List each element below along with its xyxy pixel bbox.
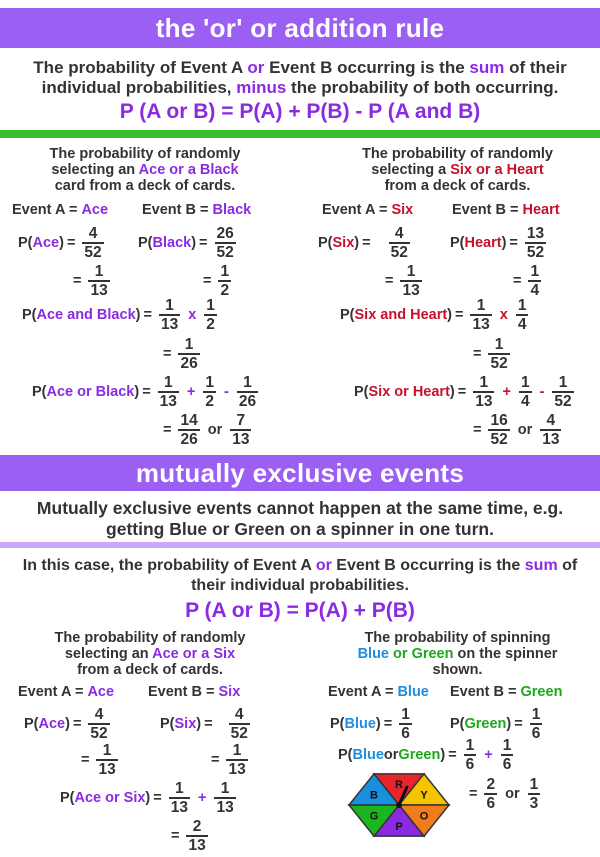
mutually-exclusive-formula: P (A or B) = P(A) + P(B) bbox=[185, 599, 415, 622]
prob-or-row: P( Blue or Green ) = $\frac{1}{6}$ + $\frac{1}{6}$ bbox=[338, 737, 512, 773]
green-divider bbox=[0, 130, 600, 138]
intro-or: or bbox=[247, 58, 265, 77]
desc-line: The probability of randomly bbox=[362, 146, 553, 162]
event-b-value: Heart bbox=[522, 202, 560, 218]
fraction: $\frac{16}{52}$ bbox=[490, 412, 508, 448]
event-a-label: Event A = bbox=[12, 202, 78, 218]
desc-green: Green bbox=[411, 646, 454, 662]
fraction: $\frac{2}{13}$ bbox=[188, 818, 206, 854]
event-b-value: Black bbox=[212, 202, 252, 218]
prob-or-row: P( Ace or Black ) = $\frac{1}{13}$ + $\frac{1}{2}$ - $\frac{1}{26}$ bbox=[32, 374, 257, 410]
intro-or: or bbox=[315, 557, 332, 574]
fraction: $\frac{1}{6}$ bbox=[401, 706, 410, 742]
event-a-label: Event A = bbox=[18, 684, 84, 700]
lavender-divider bbox=[0, 542, 600, 548]
prob-or-event: Ace or Six bbox=[74, 790, 146, 806]
prob-and-event: Ace and Black bbox=[36, 307, 136, 323]
desc-line: from a deck of cards. bbox=[384, 178, 531, 194]
desc-line: The probability of randomly bbox=[49, 146, 241, 162]
fraction: $\frac{4}{52}$ bbox=[390, 225, 408, 261]
prob-b-row: P( Heart ) = $\frac{13}{52}$ bbox=[450, 225, 545, 261]
fraction: $\frac{1}{13}$ bbox=[170, 780, 188, 816]
desc-highlight: Ace or a Black bbox=[138, 162, 239, 178]
event-b-row bbox=[452, 202, 560, 218]
desc-or: or bbox=[389, 646, 412, 662]
fraction: $\frac{7}{13}$ bbox=[232, 412, 250, 448]
event-b-value: Green bbox=[520, 684, 563, 700]
desc-blue: Blue bbox=[357, 646, 389, 662]
example-ace-black-description bbox=[10, 146, 280, 194]
fraction: $\frac{1}{26}$ bbox=[238, 374, 257, 410]
event-b-row bbox=[142, 202, 251, 218]
event-b-row bbox=[148, 684, 240, 700]
event-a-label: Event A = bbox=[328, 684, 394, 700]
event-b-label: Event B = bbox=[452, 202, 519, 218]
fraction: $\frac{4}{52}$ bbox=[90, 706, 108, 742]
event-a-row bbox=[18, 684, 114, 700]
prob-or-event: Ace or Black bbox=[46, 384, 135, 400]
prob-b-row: P( Green ) = $\frac{1}{6}$ bbox=[450, 706, 541, 742]
desc-line: selecting a bbox=[371, 162, 451, 178]
fraction: $\frac{1}{2}$ bbox=[206, 297, 215, 333]
prob-or-green: Green bbox=[398, 747, 441, 763]
spinner-sector-letter: Y bbox=[420, 789, 428, 802]
fraction: $\frac{1}{13}$ bbox=[228, 742, 246, 778]
fraction: $\frac{1}{13}$ bbox=[160, 297, 179, 333]
spinner-sector-letter: G bbox=[369, 810, 379, 823]
event-a-row bbox=[328, 684, 429, 700]
desc-line: The probability of spinning bbox=[364, 630, 551, 646]
desc-line: on the spinner bbox=[453, 646, 558, 662]
prob-a-simplified: = $\frac{1}{13}$ bbox=[385, 263, 420, 299]
example-ace-six-description bbox=[15, 630, 285, 678]
multiply-sign: x bbox=[188, 307, 197, 323]
fraction: $\frac{1}{6}$ bbox=[502, 737, 512, 773]
intro-text: of their individual probabilities. bbox=[191, 557, 578, 594]
fraction: $\frac{1}{13}$ bbox=[475, 374, 493, 410]
desc-line: The probability of randomly bbox=[54, 630, 246, 646]
fraction: $\frac{26}{52}$ bbox=[216, 225, 234, 261]
example-six-heart-description bbox=[315, 146, 600, 194]
example-spinner-description bbox=[315, 630, 600, 678]
prob-b-event: Green bbox=[464, 716, 507, 732]
desc-line: shown. bbox=[432, 662, 483, 678]
spinner-sector-letter: R bbox=[395, 779, 403, 792]
prob-or-word: or bbox=[383, 747, 399, 763]
prob-or-result: = $\frac{14}{26}$ or $\frac{7}{13}$ bbox=[163, 412, 250, 448]
prob-b-event: Six bbox=[174, 716, 197, 732]
prob-a-event: Ace bbox=[38, 716, 66, 732]
event-a-value: Blue bbox=[397, 684, 429, 700]
fraction: $\frac{1}{2}$ bbox=[220, 263, 230, 299]
prob-or-blue: Blue bbox=[352, 747, 384, 763]
fraction: $\frac{1}{13}$ bbox=[159, 374, 177, 410]
event-a-value: Ace bbox=[87, 684, 115, 700]
fraction: $\frac{1}{26}$ bbox=[180, 336, 198, 372]
fraction: $\frac{13}{52}$ bbox=[526, 225, 545, 261]
desc-line: card from a deck of cards. bbox=[54, 178, 236, 194]
multiply-sign: x bbox=[499, 307, 508, 323]
addition-rule-formula: P (A or B) = P(A) + P(B) - P (A and B) bbox=[119, 100, 481, 123]
fraction: $\frac{1}{4}$ bbox=[520, 374, 530, 410]
fraction: $\frac{4}{52}$ bbox=[84, 225, 102, 261]
fraction: $\frac{1}{4}$ bbox=[530, 263, 540, 299]
fraction: $\frac{4}{13}$ bbox=[542, 412, 560, 448]
desc-line: selecting an bbox=[51, 162, 139, 178]
prob-and-event: Six and Heart bbox=[354, 307, 448, 323]
intro-text: The probability of Event A bbox=[33, 58, 248, 77]
fraction: $\frac{1}{13}$ bbox=[472, 297, 490, 333]
prob-a-event: Blue bbox=[344, 716, 376, 732]
desc-highlight: Ace or a Six bbox=[152, 646, 236, 662]
prob-or-row: P( Six or Heart ) = $\frac{1}{13}$ + $\frac{1}{4}$ - $\frac{1}{52}$ bbox=[354, 374, 572, 410]
prob-or-result: = $\frac{16}{52}$ or $\frac{4}{13}$ bbox=[473, 412, 560, 448]
prob-or-event: Six or Heart bbox=[368, 384, 450, 400]
prob-and-result: = $\frac{1}{52}$ bbox=[473, 336, 508, 372]
prob-a-simplified: = $\frac{1}{13}$ bbox=[81, 742, 116, 778]
desc-line: selecting an bbox=[64, 646, 153, 662]
fraction: $\frac{2}{6}$ bbox=[486, 776, 496, 812]
fraction: $\frac{1}{13}$ bbox=[98, 742, 116, 778]
spinner-sector-letter: P bbox=[395, 820, 403, 833]
prob-b-row: P( Black ) = $\frac{26}{52}$ bbox=[138, 225, 234, 261]
prob-a-row: P( Ace ) = $\frac{4}{52}$ bbox=[24, 706, 108, 742]
event-a-label: Event A = bbox=[322, 202, 388, 218]
mutually-exclusive-intro: Mutually exclusive events cannot happen at the same time, e.g. getting Blue or Green on a spinner in one turn. bbox=[36, 498, 564, 539]
fraction: $\frac{1}{13}$ bbox=[216, 780, 234, 816]
fraction: $\frac{1}{3}$ bbox=[529, 776, 539, 812]
intro-text: In this case, the probability of Event A bbox=[22, 557, 316, 574]
intro-sum: sum bbox=[524, 557, 558, 574]
prob-a-event: Six bbox=[332, 235, 355, 251]
hexagon-spinner bbox=[345, 765, 453, 845]
prob-and-result: = $\frac{1}{26}$ bbox=[163, 336, 198, 372]
event-a-value: Six bbox=[391, 202, 414, 218]
event-b-row bbox=[450, 684, 562, 700]
title-banner bbox=[0, 8, 600, 48]
fraction: $\frac{1}{52}$ bbox=[554, 374, 572, 410]
prob-b-row: P( Six ) = $\frac{4}{52}$ bbox=[160, 706, 248, 742]
prob-a-row: P( Ace ) = $\frac{4}{52}$ bbox=[18, 225, 102, 261]
event-a-row bbox=[322, 202, 413, 218]
prob-b-event: Heart bbox=[464, 235, 502, 251]
fraction: $\frac{1}{2}$ bbox=[205, 374, 215, 410]
spinner-pivot bbox=[396, 802, 402, 808]
prob-b-simplified: = $\frac{1}{13}$ bbox=[211, 742, 246, 778]
addition-rule-intro bbox=[10, 58, 590, 98]
prob-a-simplified: = $\frac{1}{13}$ bbox=[73, 263, 108, 299]
intro-text: of their individual probabilities, bbox=[41, 58, 567, 97]
banner-title: the 'or' or addition rule bbox=[155, 13, 445, 43]
or-word: or bbox=[505, 786, 520, 802]
fraction: $\frac{1}{4}$ bbox=[517, 297, 527, 333]
prob-and-row: P( Six and Heart ) = $\frac{1}{13}$ x $\frac{1}{4}$ bbox=[340, 297, 527, 333]
fraction: $\frac{1}{52}$ bbox=[490, 336, 508, 372]
intro-text: Event B occurring is the bbox=[264, 58, 470, 77]
intro-sum: sum bbox=[469, 58, 505, 77]
prob-b-event: Black bbox=[152, 235, 192, 251]
intro-text: the probability of both occurring. bbox=[286, 78, 559, 97]
intro-minus: minus bbox=[236, 78, 287, 97]
prob-or-result: = $\frac{2}{6}$ or $\frac{1}{3}$ bbox=[469, 776, 539, 812]
fraction: $\frac{1}{6}$ bbox=[465, 737, 475, 773]
fraction: $\frac{1}{13}$ bbox=[402, 263, 420, 299]
prob-a-event: Ace bbox=[32, 235, 60, 251]
section-banner bbox=[0, 455, 600, 491]
fraction: $\frac{4}{52}$ bbox=[230, 706, 248, 742]
spinner-sector-letter: O bbox=[419, 810, 429, 823]
spinner-sector-letter: B bbox=[370, 789, 378, 802]
or-word: or bbox=[207, 422, 223, 438]
prob-or-result: = $\frac{2}{13}$ bbox=[171, 818, 206, 854]
fraction: $\frac{14}{26}$ bbox=[180, 412, 198, 448]
prob-or-row: P( Ace or Six ) = $\frac{1}{13}$ + $\frac{1}{13}$ bbox=[60, 780, 234, 816]
banner-title: mutually exclusive events bbox=[135, 458, 465, 488]
desc-highlight: Six or a Heart bbox=[450, 162, 544, 178]
fraction: $\frac{1}{6}$ bbox=[531, 706, 541, 742]
prob-a-row: P( Blue ) = $\frac{1}{6}$ bbox=[330, 706, 410, 742]
event-a-value: Ace bbox=[81, 202, 109, 218]
prob-b-simplified: = $\frac{1}{4}$ bbox=[513, 263, 540, 299]
prob-and-row: P( Ace and Black ) = $\frac{1}{13}$ x $\frac{1}{2}$ bbox=[22, 297, 215, 333]
prob-b-simplified: = $\frac{1}{2}$ bbox=[203, 263, 230, 299]
event-b-value: Six bbox=[218, 684, 241, 700]
intro-text: Event B occurring is the bbox=[331, 557, 525, 574]
event-b-label: Event B = bbox=[142, 202, 209, 218]
event-b-label: Event B = bbox=[450, 684, 517, 700]
event-b-label: Event B = bbox=[148, 684, 215, 700]
fraction: $\frac{1}{13}$ bbox=[90, 263, 108, 299]
prob-a-row: P( Six ) = $\frac{4}{52}$ bbox=[318, 225, 408, 261]
or-word: or bbox=[517, 422, 533, 438]
event-a-row bbox=[12, 202, 108, 218]
desc-line: from a deck of cards. bbox=[77, 662, 223, 678]
mutually-exclusive-rule bbox=[10, 556, 590, 596]
